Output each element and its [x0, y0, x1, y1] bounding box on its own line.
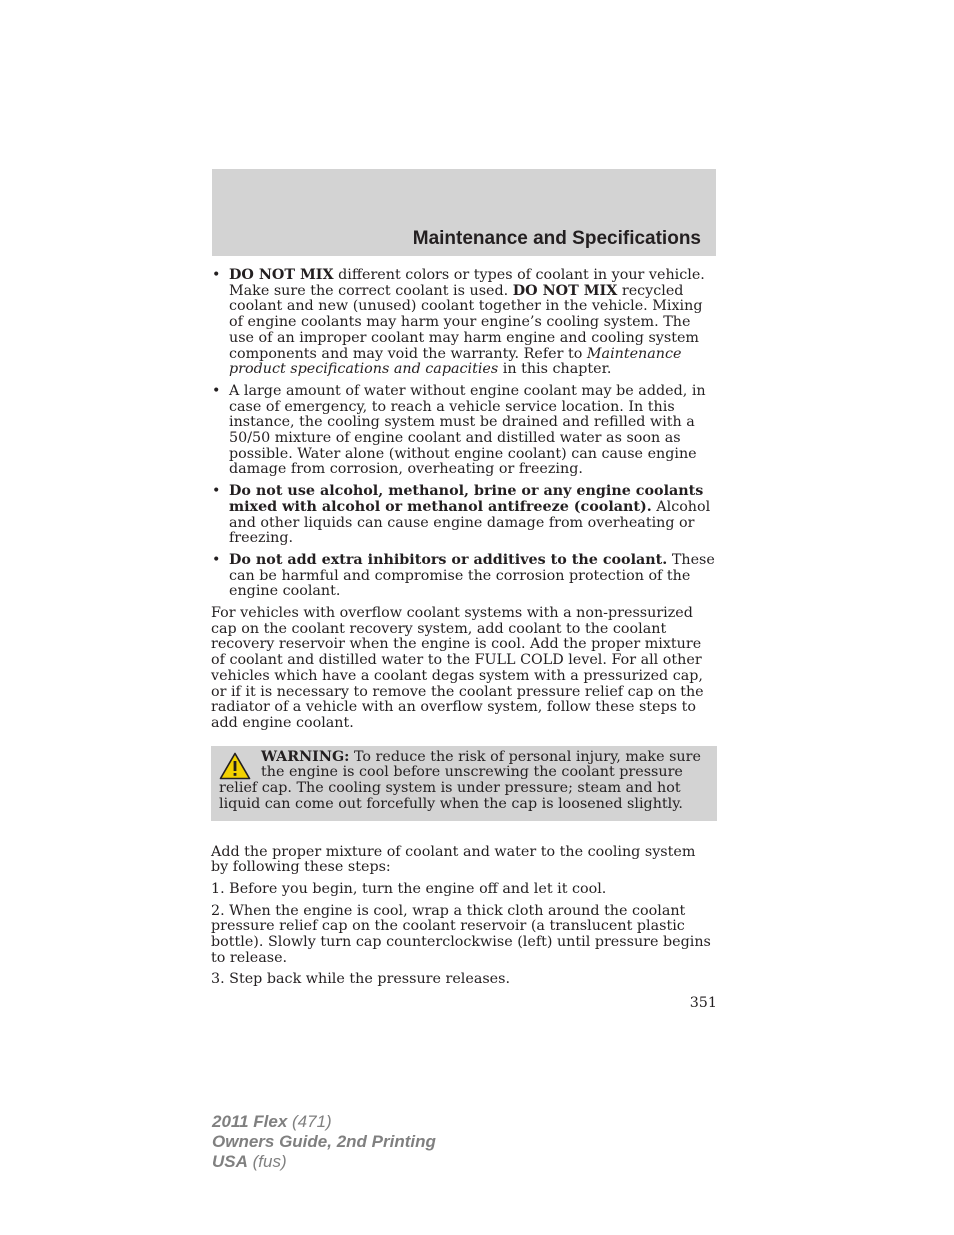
- warning-triangle-icon: [219, 752, 251, 780]
- footer-market-code: (fus): [247, 1152, 287, 1171]
- bullet-item: [211, 384, 717, 478]
- body-text: recycled coolant and new (unused) coolant together in the vehicle. Mixing of engine coolants may harm your engine’s cooling system. The use of an improper coolant may harm engine and cooling system components and may void the warranty. Refer to: [229, 282, 703, 362]
- footer-line-market: [212, 1152, 436, 1172]
- section-header-band: [212, 169, 716, 256]
- warning-box: [211, 746, 717, 821]
- body-text: in this chapter.: [498, 361, 612, 378]
- section-title: Maintenance and Specifications: [412, 228, 701, 249]
- body-text: A large amount of water without engine coolant may be added, in case of emergency, to reach a vehicle service location. In this instance, the cooling system must be drained and refilled with a 50/50 mixture of engine coolant and distilled water as soon as possible. Water alone (without engine coolant) can cause engine damage from corrosion, overheating or freezing.: [229, 382, 706, 478]
- bullet-list: [211, 268, 717, 600]
- step-item: 1. Before you begin, turn the engine off and let it cool.: [211, 880, 607, 897]
- bullet-dot: •: [212, 267, 221, 283]
- page-content: [211, 268, 717, 1012]
- emphasis-text: DO NOT MIX: [512, 282, 618, 299]
- emphasis-text: DO NOT MIX: [229, 267, 334, 283]
- footer-model: 2011 Flex: [212, 1112, 288, 1131]
- bullet-item: [211, 553, 717, 600]
- page-number: 351: [689, 995, 717, 1012]
- warning-label: WARNING:: [261, 748, 350, 765]
- footer-line-guide: [212, 1132, 436, 1152]
- overflow-paragraph: For vehicles with overflow coolant systems with a non-pressurized cap on the coolant recovery system, add coolant to the coolant recovery reservoir when the engine is cool. Add the proper mixture of coolant and distilled water to the FULL COLD level. For all other vehicles which have a coolant degas system with a pressurized cap, or if it is necessary to remove the coolant pressure relief cap on the radiator of a vehicle with an overflow system, follow these steps to add engine coolant.: [211, 605, 704, 731]
- footer-line-model: [212, 1112, 436, 1132]
- steps-intro: Add the proper mixture of coolant and water to the cooling system by following these steps:: [211, 843, 696, 876]
- bullet-item: [211, 484, 717, 547]
- footer-model-code: (471): [287, 1112, 332, 1131]
- bullet-dot: •: [212, 382, 221, 399]
- document-footer: [212, 1112, 436, 1172]
- bullet-item: [211, 268, 717, 378]
- footer-guide: Owners Guide, 2nd Printing: [212, 1132, 436, 1151]
- bullet-dot: •: [212, 551, 221, 568]
- step-item: 3. Step back while the pressure releases.: [211, 971, 511, 988]
- emphasis-text: Do not use alcohol, methanol, brine or any engine coolants mixed with alcohol or methanol antifreeze (coolant).: [229, 483, 704, 515]
- body-text: These can be harmful and compromise the corrosion protection of the engine coolant.: [229, 551, 715, 600]
- warning-text: To reduce the risk of personal injury, make sure the engine is cool before unscrewing the coolant pressure relief cap. The cooling system is under pressure; steam and hot liquid can come out forcefully when the cap is loosened slightly.: [219, 748, 701, 812]
- body-text: different colors or types of coolant in your vehicle. Make sure the correct coolant is used.: [229, 267, 705, 299]
- emphasis-text: Do not add extra inhibitors or additives to the coolant.: [229, 551, 668, 568]
- footer-market: USA: [212, 1152, 248, 1171]
- cross-reference: Maintenance product specifications and capacities: [229, 345, 682, 378]
- body-text: Alcohol and other liquids can cause engine damage from overheating or freezing.: [229, 498, 711, 547]
- step-item: 2. When the engine is cool, wrap a thick cloth around the coolant pressure relief cap on the coolant reservoir (a translucent plastic bottle). Slowly turn cap counterclockwise (left) until pressure begins to release.: [211, 902, 711, 966]
- bullet-dot: •: [212, 483, 221, 500]
